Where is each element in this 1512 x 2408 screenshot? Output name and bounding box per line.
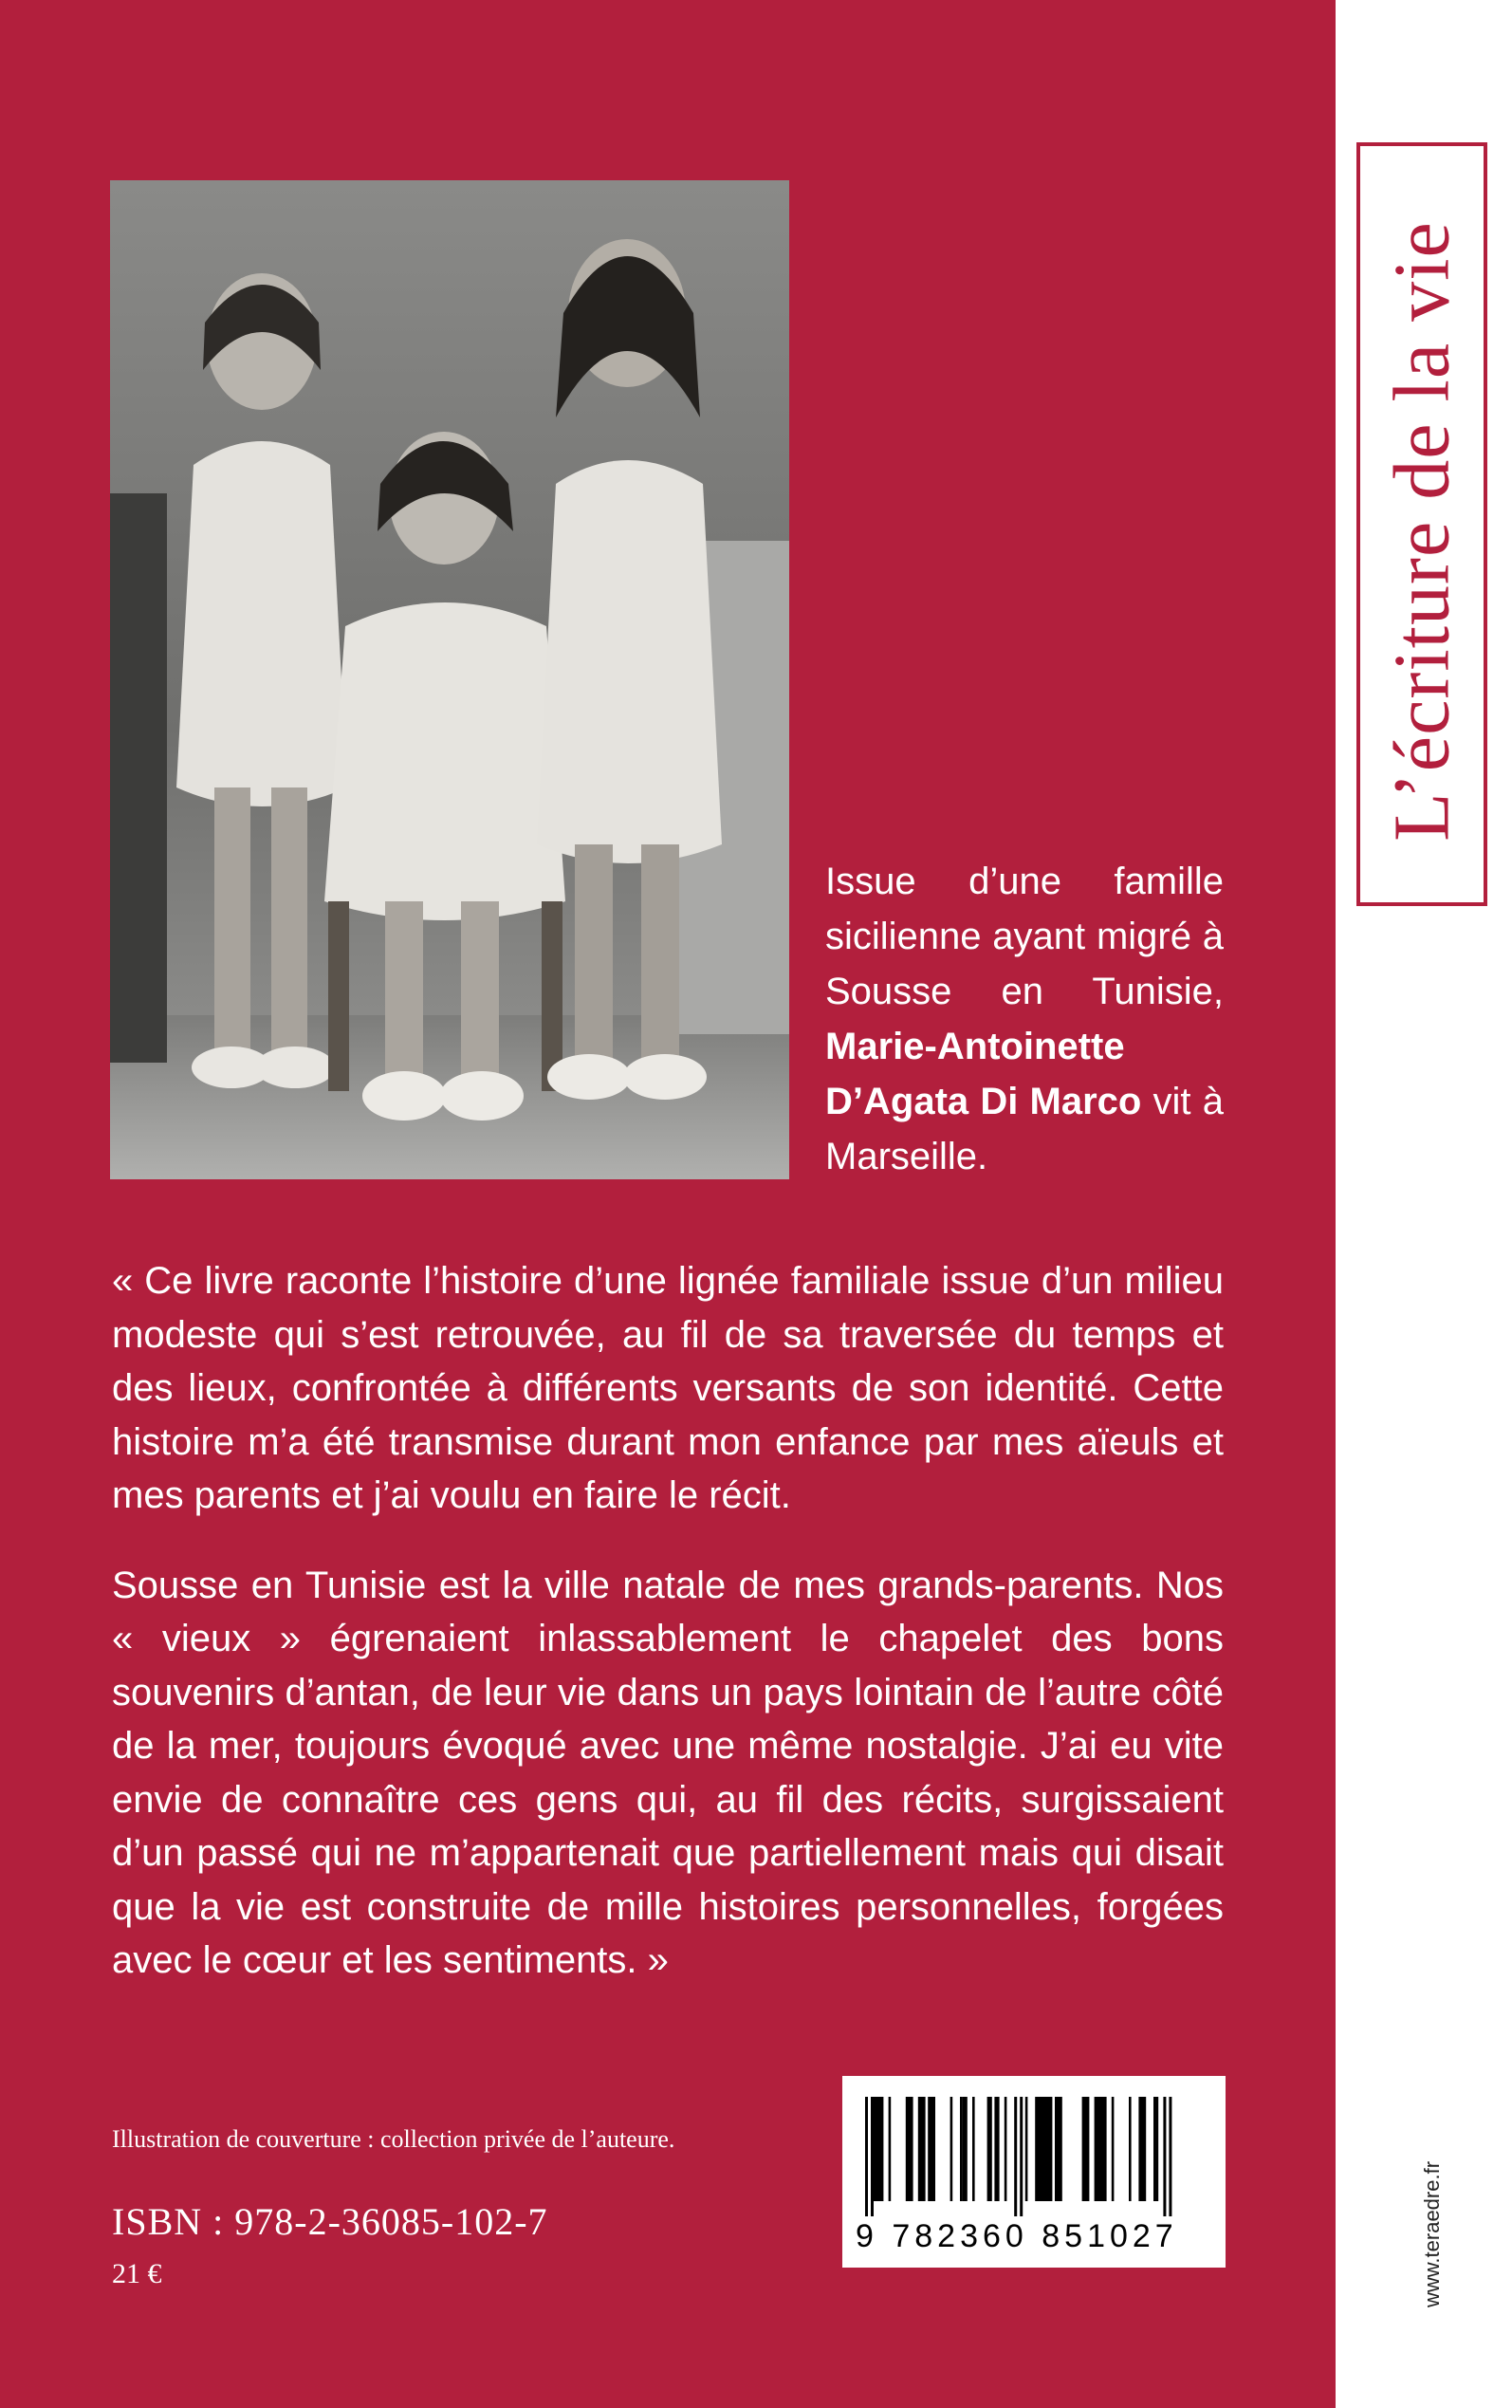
vintage-photo-icon: [110, 180, 789, 1179]
blurb-paragraph: Sousse en Tunisie est la ville natale de mes grands-parents. Nos « vieux » égrenaient inlassablement le chapelet des bons souvenirs d’antan, de leur vie dans un pays lointain de l’autre côté de la mer, toujours évoqué avec une même nostalgie. J’ai eu vite envie de connaître ces gens qui, au fil des récits, surgissaient d’un passé qui ne m’appartenait que partiellement mais qui disait que la vie est construite de mille histoires personnelles, forgées avec le cœur et les sentiments. »: [112, 1564, 1224, 1981]
collection-title: L’écriture de la vie: [1377, 221, 1466, 842]
cover-photo: [110, 180, 789, 1179]
blurb: [112, 1254, 1224, 2024]
ean13-barcode-icon: [861, 2097, 1207, 2216]
illustration-credit: Illustration de couverture : collection privée de l’auteure.: [112, 2125, 675, 2153]
isbn: ISBN : 978-2-36085-102-7: [112, 2200, 548, 2243]
author-bio: [825, 854, 1224, 1184]
author-name: Marie-Antoinette D’Agata Di Marco: [825, 1026, 1142, 1122]
price: 21 €: [112, 2258, 162, 2289]
blurb-paragraph: « Ce livre raconte l’histoire d’une lignée familiale issue d’un milieu modeste qui s’est retrouvée, au fil de sa traversée du temps et des lieux, confrontée à différents versants de son identité. Cette histoire m’a été transmise durant mon enfance par mes aïeuls et mes parents et j’ai voulu en faire le récit.: [112, 1260, 1224, 1516]
author-bio-intro: Issue d’une famille sicilienne ayant migré à Sousse en Tunisie,: [825, 861, 1224, 1012]
publisher-website: www.teraedre.fr: [1420, 2160, 1444, 2308]
barcode-digits: 9 782360 851027: [856, 2218, 1178, 2254]
barcode: [842, 2076, 1226, 2268]
author-bio-outro: vit à Marseille.: [825, 1081, 1224, 1177]
